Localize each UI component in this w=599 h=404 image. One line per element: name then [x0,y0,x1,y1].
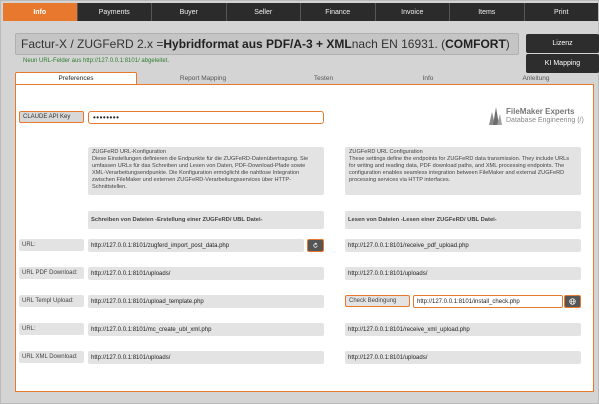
preferences-panel [15,84,594,392]
tab-bar [15,72,594,84]
tab-preferences[interactable]: Preferences [15,72,137,84]
description-english-title: ZUGFeRD URL Configuration [349,149,423,155]
license-button[interactable]: Lizenz [526,34,599,53]
row-label-pdf-download: URL PDF Download: [19,267,84,279]
refresh-button[interactable] [307,239,324,252]
read-url-field[interactable]: http://127.0.0.1:8101/receive_pdf_upload.php [345,239,581,252]
nav-payments[interactable]: Payments [78,3,153,21]
write-template-upload-field[interactable]: http://127.0.0.1:8101/upload_template.php [88,295,324,308]
title-mid: nach EN 16931. ( [351,37,446,51]
description-german-title: ZUGFeRD URL-Konfiguration [92,149,166,155]
tab-report-mapping[interactable]: Report Mapping [179,74,227,82]
nav-invoice[interactable]: Invoice [376,3,451,21]
api-key-label: CLAUDE API Key [19,111,84,123]
refresh-icon [312,242,319,249]
write-url-field[interactable]: http://127.0.0.1:8101/zugferd_import_post_data.php [88,239,304,252]
read-files-heading: Lesen von Dateien -Lesen einer ZUGFeRD/ UBL Datei- [345,211,581,229]
nav-buyer[interactable]: Buyer [152,3,227,21]
nav-items[interactable]: Items [450,3,525,21]
globe-button[interactable] [564,295,581,308]
logo-line1: FileMaker Experts [506,107,575,117]
description-german [88,147,324,195]
title-prefix: Factur-X / ZUGFeRD 2.x = [21,37,164,51]
title-bold-profile: COMFORT [445,37,506,51]
globe-icon [569,298,576,305]
check-condition-label: Check Bedingung [345,295,410,307]
nav-info[interactable]: Info [3,3,78,21]
write-files-heading: Schreiben von Dateien -Erstellung einer ZUGFeRD/ UBL Datei- [88,211,324,229]
tab-testen[interactable]: Testen [313,74,334,82]
page-title [15,33,519,55]
row-label-xml-download: URL XML Download: [19,351,84,363]
api-key-input[interactable]: •••••••• [88,111,324,124]
row-label-url: URL: [19,239,84,251]
nav-seller[interactable]: Seller [227,3,302,21]
top-navigation [3,3,598,21]
description-english [345,147,581,195]
ai-mapping-button[interactable]: KI Mapping [526,54,599,73]
write-xml-url-field[interactable]: http://127.0.0.1:8101/mc_create_ubl_xml.php [88,323,324,336]
row-label-template-upload: URL Templ Upload: [19,295,84,307]
nav-print[interactable]: Print [554,8,569,16]
read-xml-download-field[interactable]: http://127.0.0.1:8101/uploads/ [345,351,581,364]
description-english-body: These settings define the endpoints for ZUGFeRD data transmission. They include URLs for writing and reading data, PDF download paths, and XML processing endpoints. The configuration enables seamless integration between FileMaker and external ZUGFeRD processing services via HTTP interfaces. [349,155,570,183]
read-pdf-download-field[interactable]: http://127.0.0.1:8101/uploads/ [345,267,581,280]
nav-finance[interactable]: Finance [301,3,376,21]
read-xml-url-field[interactable]: http://127.0.0.1:8101/receive_xml_upload.php [345,323,581,336]
row-label-url-xml: URL: [19,323,84,335]
url-notice: Neun URL-Felder aus http://127.0.0.1:8101/ abgeleitet. [23,58,170,64]
logo-mark-icon [488,106,503,126]
tab-info[interactable]: Info [422,74,434,82]
filemaker-experts-logo [488,105,588,127]
title-bold-format: Hybridformat aus PDF/A-3 + XML [163,37,352,51]
logo-line2: Database Engineering (/) [506,116,584,124]
tab-anleitung[interactable]: Anleitung [522,74,550,82]
write-pdf-download-field[interactable]: http://127.0.0.1:8101/uploads/ [88,267,324,280]
title-suffix: ) [505,37,510,51]
description-german-body: Diese Einstellungen definieren die Endpunkte für die ZUGFeRD-Datenübertragung. Sie umfassen URLs für das Schreiben und Lesen von Daten, PDF-Download-Pfade sowie XML-Verarbeitungsendpunkte. Die Konfiguration ermöglicht die nahtlose Integration zwischen FileMaker und externen ZUGFeRD-Verarbeitungsservices über HTTP-Schnittstellen. [92,155,309,190]
write-xml-download-field[interactable]: http://127.0.0.1:8101/uploads/ [88,351,324,364]
install-check-field[interactable]: http://127.0.0.1:8101/install_check.php [413,295,563,308]
